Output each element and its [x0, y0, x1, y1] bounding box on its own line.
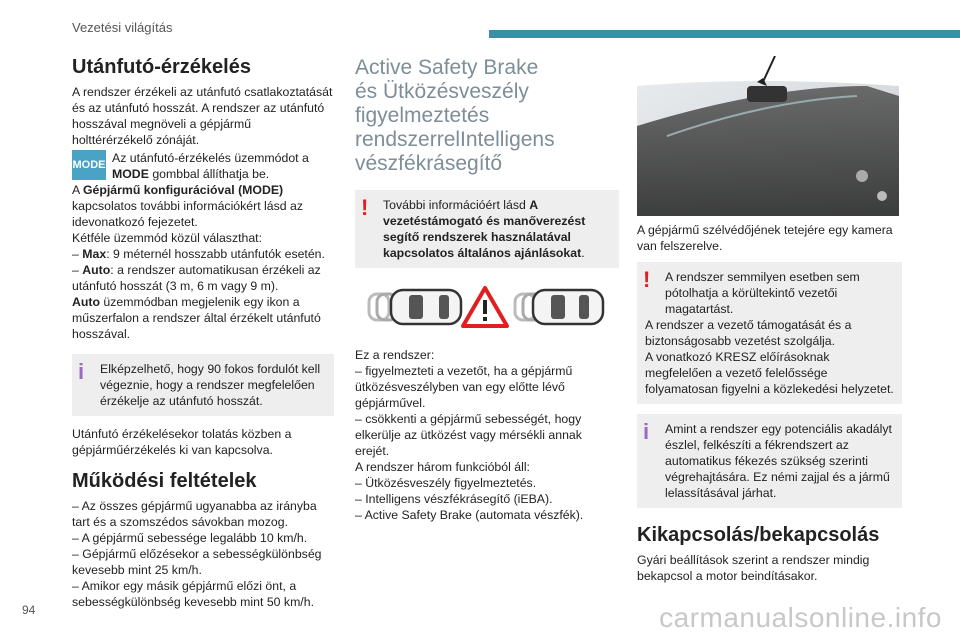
mode-item-max: – Max: 9 méternél hosszabb utánfutók esetén.	[72, 247, 325, 261]
header-accent-bar	[489, 30, 960, 38]
page-number: 94	[22, 603, 36, 617]
condition-1: – Az összes gépjármű ugyanabba az irányba tart és a szomszédos sávokban mozog.	[72, 499, 317, 529]
info-box-brake-prepare	[637, 414, 902, 508]
warning-text-3: A vonatkozó KRESZ előírásoknak megfelelően a vezető felelőssége folyamatosan figyelni a közlekedési helyzetet.	[645, 350, 894, 396]
info-box-turn	[72, 354, 334, 416]
collision-diagram-icon	[365, 282, 605, 332]
mode-button-icon: MODE	[72, 150, 106, 180]
column-left	[72, 56, 334, 610]
warning-text-recommendations: További információért lásd A vezetéstámogató és manőverezést segítő rendszerek használatával kapcsolatos általános ajánlásokat.	[383, 198, 586, 260]
functions-intro: A rendszer három funkcióból áll:	[355, 460, 530, 474]
mode-config-paragraph: A Gépjármű konfigurációval (MODE) kapcsolatos további információkért lásd az idevonatkozó fejezetet.	[72, 183, 304, 229]
section-title-on-off: Kikapcsolás/bekapcsolás	[637, 524, 880, 546]
condition-3: – Gépjármű előzésekor a sebességkülönbség kevesebb mint 25 km/h.	[72, 547, 322, 577]
column-right	[637, 56, 902, 584]
warning-box-driver	[637, 262, 902, 404]
warning-text-1: A rendszer semmilyen esetben sem pótolhatja a körültekintő vezetői magatartást.	[665, 270, 860, 316]
system-item-warn: – figyelmezteti a vezetőt, ha a gépjármű ütközésveszélyben van egy előtte lévő gépjárművel.	[355, 364, 573, 410]
mode-item-auto: – Auto: a rendszer automatikusan érzékeli az utánfutó hosszát (3 m, 6 m vagy 9 m).	[72, 263, 321, 293]
warning-text-2: A rendszer a vezető támogatását és a biztonságosabb vezetést szolgálja.	[645, 318, 852, 348]
column-middle	[355, 56, 619, 523]
section-title-conditions: Működési feltételek	[72, 470, 257, 492]
section-title-trailer-detection: Utánfutó-érzékelés	[72, 56, 251, 78]
on-off-paragraph: Gyári beállítások szerint a rendszer mindig bekapcsol a motor beindításakor.	[637, 553, 870, 583]
system-item-reduce: – csökkenti a gépjármű sebességét, hogy elkerülje az ütközést vagy mérsékli annak erejét.	[355, 412, 582, 458]
trailer-detection-intro: A rendszer érzékeli az utánfutó csatlakoztatását és az utánfutó hosszát. A rendszer az utánfutó hosszával megnöveli a gépjármű holttérérzékelő zónáját.	[72, 85, 333, 147]
section-title-active-safety-brake: Active Safety Brake és Ütközésveszély figyelmeztetés rendszerrelIntelligens vészfékrásegítő	[355, 56, 555, 175]
warning-icon: !	[643, 267, 651, 292]
header-title: Vezetési világítás	[72, 20, 173, 35]
info-icon: i	[78, 359, 85, 384]
system-intro: Ez a rendszer:	[355, 348, 435, 362]
collision-illustration	[365, 282, 619, 337]
condition-2: – A gépjármű sebessége legalább 10 km/h.	[72, 531, 308, 545]
function-2: – Intelligens vészfékrásegítő (iEBA).	[355, 492, 553, 506]
windshield-camera-photo	[637, 56, 899, 216]
modes-intro: Kétféle üzemmód közül választhat:	[72, 231, 263, 245]
reverse-paragraph: Utánfutó érzékelésekor tolatás közben a gépjárműérzékelés ki van kapcsolva.	[72, 427, 292, 457]
function-1: – Ütközésveszély figyelmeztetés.	[355, 476, 537, 490]
mode-paragraph: MODE Az utánfutó-érzékelés üzemmódot a MODE gombbal állíthatja be.	[72, 151, 309, 181]
info-text-brake-prepare: Amint a rendszer egy potenciális akadályt észlel, felkészíti a fékrendszert az automatikus fékezés szükség szerinti végrehajtására. Ez némi zajjal és a jármű lelassításával járhat.	[665, 422, 892, 500]
condition-4: – Amikor egy másik gépjármű előzi önt, a sebességkülönbség kevesebb mint 50 km/h.	[72, 579, 314, 609]
info-text-turn: Elképzelhető, hogy 90 fokos fordulót kell végeznie, hogy a rendszer megfelelően érzékelje az utánfutó hosszát.	[100, 362, 321, 408]
warning-icon: !	[361, 195, 369, 220]
warning-box-recommendations	[355, 190, 619, 268]
watermark: carmanualsonline.info	[659, 602, 942, 633]
camera-paragraph: A gépjármű szélvédőjének tetejére egy kamera van felszerelve.	[637, 223, 893, 253]
info-icon: i	[643, 419, 650, 444]
function-3: – Active Safety Brake (automata vészfék).	[355, 508, 584, 522]
auto-mode-paragraph: Auto üzemmódban megjelenik egy ikon a műszerfalon a rendszer által érzékelt utánfutó hosszával.	[72, 295, 321, 341]
